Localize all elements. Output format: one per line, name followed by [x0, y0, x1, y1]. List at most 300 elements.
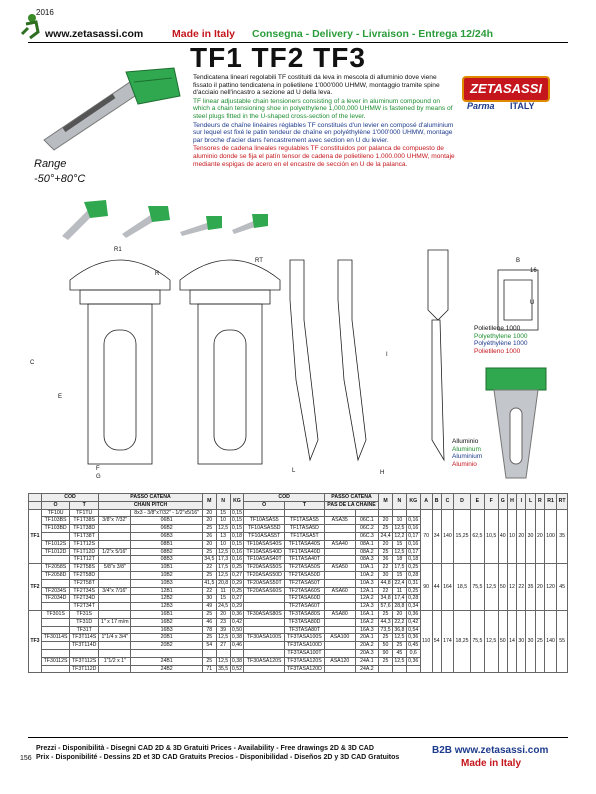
table-cell: ASA100 — [324, 634, 355, 642]
dim-cell: 120 — [544, 564, 556, 611]
dim-cell: 50 — [498, 610, 507, 672]
dim-cell: 110 — [420, 610, 432, 672]
dim-cell: 45 — [557, 564, 568, 611]
table-cell: TF31S — [70, 610, 99, 618]
dim-16: 16 — [530, 268, 537, 274]
table-cell: 34,5 — [204, 556, 215, 563]
dim-e: E — [58, 394, 63, 400]
table-cell: ASA40 — [324, 540, 355, 548]
table-cell: 12,5 — [218, 572, 229, 579]
alu-en: Aluminum — [452, 445, 481, 453]
table-cell: 20A.1 — [355, 634, 379, 642]
table-cell — [99, 532, 131, 540]
alu-es: Aluminio — [452, 460, 477, 468]
table-cell — [41, 649, 69, 657]
table-cell: 12A.3 — [355, 603, 379, 611]
table-cell: TF2058D — [41, 571, 69, 579]
table-cell — [131, 649, 203, 657]
table-cell: TF2034D — [41, 595, 69, 603]
table-row — [29, 509, 568, 517]
table-cell: TF30ASAS80S — [244, 610, 285, 618]
dim-cell: 20 — [535, 509, 544, 564]
col-o: O — [41, 501, 69, 509]
table-cell: TF3TASA80T — [284, 626, 324, 634]
product-table — [28, 493, 568, 673]
table-cell: 16A.2 — [355, 618, 379, 626]
delivery-banner: Consegna - Delivery - Livraison - Entrega 12/24h — [252, 28, 493, 40]
table-cell — [324, 603, 355, 611]
desc-spanish: Tensores de cadena lineales regulables TF constituidos por palanca de compuesto de aluminio donde se fija el patín tensor de cadena de polietileno 1.000.000 UHMW, montaje mediante espigas de acero en el encastre de sección en U de la palanca. — [193, 145, 455, 168]
table-cell: 12,5 — [218, 634, 229, 641]
site-url[interactable]: www.zetasassi.com — [45, 28, 144, 40]
dim-f: F — [96, 466, 100, 472]
table-cell — [41, 642, 69, 650]
table-cell: TF10U — [41, 509, 69, 517]
table-cell: 22 — [379, 587, 393, 595]
table-cell: TF3TASA80S — [284, 610, 324, 618]
table-cell: TF2TASA50S — [284, 564, 324, 572]
table-cell — [202, 649, 216, 657]
table-cell: 90 — [379, 649, 393, 657]
dim-cell: 140 — [441, 509, 453, 564]
dim-u: U — [530, 300, 535, 306]
col-m2: M — [379, 494, 393, 510]
col-kg2: KG — [406, 494, 420, 510]
table-cell — [70, 649, 99, 657]
made-in-italy: Made in Italy — [172, 28, 236, 40]
table-cell — [324, 649, 355, 657]
alu-legend — [452, 438, 482, 468]
dim-cell: 40 — [498, 509, 507, 564]
table-cell: 0,15 — [231, 517, 243, 524]
table-cell — [324, 571, 355, 579]
table-cell: TF1TASAS5 — [284, 517, 324, 525]
table-cell: 15 — [392, 540, 406, 548]
table-cell: TF3TASA120D — [284, 665, 324, 673]
table-cell — [324, 626, 355, 634]
table-cell: 08B1 — [131, 540, 203, 548]
table-cell: 25 — [379, 548, 393, 556]
table-cell: 22,2 — [394, 618, 405, 625]
table-cell: 0,27 — [231, 572, 243, 579]
table-cell: 25 — [202, 525, 216, 533]
poly-it: Polietilene 1000 — [474, 325, 521, 332]
table-cell: 39 — [216, 626, 230, 634]
table-cell: TF3TASA120S — [284, 657, 324, 665]
table-cell: 20B1 — [131, 634, 203, 642]
table-cell — [324, 532, 355, 540]
product-photo-main — [34, 64, 184, 159]
table-cell: 25 — [379, 610, 393, 618]
dim-cell: 62,5 — [470, 509, 484, 564]
table-cell: 20 — [379, 517, 393, 525]
col-b: B — [432, 494, 441, 510]
table-cell: TF10ASAS40D — [244, 548, 285, 556]
col-t2: T — [284, 501, 324, 509]
table-cell: 35,5 — [218, 665, 229, 672]
table-cell: TF20ASAS60S — [244, 587, 285, 595]
table-cell: 1/2"x 5/16" — [99, 548, 131, 556]
table-cell: 1"1/4 x 3/4" — [99, 634, 131, 642]
footer-made-in-italy: Made in Italy — [461, 758, 522, 769]
product-description — [193, 74, 455, 169]
table-cell: 0,27 — [231, 595, 243, 602]
table-cell: 10B2 — [131, 571, 203, 579]
table-cell — [216, 649, 230, 657]
table-cell: TF103BS — [41, 517, 69, 525]
table-cell: TF1TASA5D — [284, 525, 324, 533]
table-cell: 13 — [216, 532, 230, 540]
table-cell: 24A.1 — [355, 657, 379, 665]
alu-fr: Aluminium — [452, 453, 483, 460]
table-cell: 44,8 — [380, 579, 391, 586]
table-cell — [324, 665, 355, 673]
table-cell: 10 — [216, 517, 230, 525]
table-cell: 46 — [202, 618, 216, 626]
table-cell: TF20ASAS50D — [244, 571, 285, 579]
table-cell: 25 — [202, 548, 216, 556]
table-cell: TF20ASAS50S — [244, 564, 285, 572]
table-cell — [324, 509, 355, 517]
col-a: A — [420, 494, 432, 510]
table-cell: 20 — [392, 610, 406, 618]
dim-cell: 54 — [432, 610, 441, 672]
table-cell: TF3TASA100T — [284, 649, 324, 657]
dim-cell: 18,5 — [454, 564, 471, 611]
table-cell: TF2TASA60T — [284, 603, 324, 611]
table-cell: 12A.2 — [355, 595, 379, 603]
table-cell: ASA35 — [324, 517, 355, 525]
table-cell: 50 — [379, 642, 393, 650]
table-cell: 0,36 — [408, 611, 419, 618]
table-cell: TF2TASA60D — [284, 595, 324, 603]
table-cell: TF10ASAS5T — [244, 532, 285, 540]
page-title: TF1 TF2 TF3 — [190, 42, 366, 73]
table-cell: 30 — [379, 571, 393, 579]
table-cell — [324, 595, 355, 603]
table-cell: 0,28 — [408, 595, 419, 602]
table-cell: 0,18 — [231, 533, 243, 540]
table-cell: TF3T114S — [70, 634, 99, 642]
table-cell: 10A.1 — [355, 564, 379, 572]
table-cell — [99, 556, 131, 564]
table-cell: 20 — [202, 540, 216, 548]
dim-i: I — [386, 352, 388, 358]
table-cell: 11 — [392, 587, 406, 595]
table-cell: 10B3 — [131, 579, 203, 587]
table-cell: 0,52 — [231, 665, 243, 672]
desc-italian: Tendicatena lineari regolabili TF costituiti da leva in mescola di alluminio dove viene fissato il pattino tendicatena in polietilene 1'000'000 UHMW, montaggio tramite spine d'acciaio nell'incastro a sezione ad U della leva. — [193, 74, 440, 97]
table-cell: 0,46 — [231, 642, 243, 649]
dim-cell: 174 — [441, 610, 453, 672]
table-cell: 78 — [202, 626, 216, 634]
table-cell — [41, 618, 69, 626]
table-cell: 25 — [379, 525, 393, 533]
table-cell: 20 — [202, 509, 216, 517]
col-e: E — [470, 494, 484, 510]
table-cell: 54 — [202, 642, 216, 650]
table-cell: TF2TASA60S — [284, 587, 324, 595]
col-rt: RT — [557, 494, 568, 510]
table-cell — [99, 509, 131, 517]
table-cell: 10A.2 — [355, 571, 379, 579]
dim-cell: 75,5 — [470, 610, 484, 672]
table-cell: 20,8 — [218, 579, 229, 586]
dim-cell: 50 — [498, 564, 507, 611]
table-cell: 5/8"x 3/8" — [99, 564, 131, 572]
table-cell: 10 — [392, 517, 406, 525]
table-cell: 20A.3 — [355, 649, 379, 657]
col-h: H — [507, 494, 516, 510]
table-cell: TF2T58T — [70, 579, 99, 587]
dim-cell: 34 — [432, 509, 441, 564]
group-label: TF3 — [29, 610, 42, 672]
table-cell: 15 — [392, 571, 406, 579]
table-cell: 17,5 — [394, 564, 405, 571]
dim-cell: 12,5 — [484, 564, 498, 611]
col-pitch-asa: PASSO CATENA — [324, 494, 378, 502]
table-cell — [41, 556, 69, 564]
year-label: 2016 — [36, 8, 54, 17]
table-cell: 27 — [216, 642, 230, 650]
table-cell: 0,50 — [231, 626, 243, 633]
dim-cell: 12 — [507, 564, 516, 611]
product-photo-side — [480, 362, 552, 487]
table-cell: 16B1 — [131, 610, 203, 618]
table-cell: 17,5 — [218, 564, 229, 571]
table-cell: TF1012S — [41, 540, 69, 548]
table-cell: TF2T58D — [70, 571, 99, 579]
dim-cell: 22 — [517, 564, 526, 611]
col-kg: KG — [230, 494, 244, 510]
dim-cell: 70 — [420, 509, 432, 564]
table-cell — [379, 509, 393, 517]
table-cell: 20 — [202, 517, 216, 525]
table-cell: 0,15 — [231, 525, 243, 532]
table-cell — [324, 642, 355, 650]
table-cell: 17,3 — [218, 556, 229, 563]
brand-city: Parma — [467, 101, 495, 111]
table-cell: TF2T34D — [70, 595, 99, 603]
table-cell — [41, 579, 69, 587]
table-cell — [324, 579, 355, 587]
table-cell: 71 — [202, 665, 216, 673]
desc-english: TF linear adjustable chain tensioners consisting of a lever in aluminum compound on which a chain tensioning shoe in polyethylene 1,000,000 UHMW is fastened by means of steel plugs fitted in the U-shaped cross-section of the lever. — [193, 97, 453, 120]
table-cell: TF1TU — [70, 509, 99, 517]
table-cell: 15 — [216, 595, 230, 603]
table-cell: 28,8 — [394, 603, 405, 610]
table-cell: 0,28 — [408, 572, 419, 579]
table-cell: 0,29 — [231, 579, 243, 586]
table-cell: TF30ASA100S — [244, 634, 285, 642]
footer-b2b-url[interactable]: B2B www.zetasassi.com — [432, 745, 549, 756]
table-cell: 1"1/2 x 1" — [99, 657, 131, 665]
table-cell: 41,5 — [204, 579, 215, 586]
table-cell — [99, 540, 131, 548]
dim-g: G — [96, 474, 101, 480]
table-cell: 25 — [202, 657, 216, 665]
table-cell: 0,25 — [408, 587, 419, 594]
poly-es: Polietileno 1000 — [474, 347, 521, 355]
table-cell: 22 — [202, 587, 216, 595]
table-cell: TF30114S — [41, 634, 69, 642]
table-cell: 12,5 — [218, 657, 229, 664]
col-pitch-en: CHAIN PITCH — [99, 501, 203, 509]
table-cell: TF2034S — [41, 587, 69, 595]
table-cell: TF10ASAS5D — [244, 525, 285, 533]
table-cell: TF31T — [70, 626, 99, 634]
table-cell: 24A.2 — [355, 665, 379, 673]
table-cell: 0,42 — [231, 618, 243, 625]
table-cell: TF30112S — [41, 657, 69, 665]
table-cell: 20A.2 — [355, 642, 379, 650]
dim-cell: 12,5 — [484, 610, 498, 672]
table-cell: 10B1 — [131, 564, 203, 572]
table-cell: TF3TASA80D — [284, 618, 324, 626]
footer-line-2: Prix - Disponibilité - Dessins 2D et 3D CAD Gratuits Precios - Disponibilidad - Diseños 2D y 3D CAD Gratuitos — [36, 754, 400, 761]
table-cell: 16B2 — [131, 618, 203, 626]
table-cell: 16B3 — [131, 626, 203, 634]
col-pitch-es: PAS DE LA CHAÎNE — [324, 501, 378, 509]
col-o2: O — [244, 501, 285, 509]
table-cell: TF2T34S — [70, 587, 99, 595]
table-cell — [244, 618, 285, 626]
dim-cell: 14 — [507, 610, 516, 672]
table-cell — [324, 556, 355, 564]
table-cell: 0,15 — [231, 509, 243, 516]
table-cell: 0,31 — [408, 579, 419, 586]
table-cell: 08A.2 — [355, 548, 379, 556]
table-cell — [244, 626, 285, 634]
table-cell: 06B3 — [131, 532, 203, 540]
table-cell — [99, 571, 131, 579]
table-row — [29, 564, 568, 572]
page-number: 156 — [20, 755, 32, 762]
table-cell: 0,15 — [231, 540, 243, 547]
table-cell — [99, 610, 131, 618]
table-cell: 16A.3 — [355, 626, 379, 634]
table-cell: TF10ASAS40S — [244, 540, 285, 548]
table-cell — [99, 626, 131, 634]
col-n2: N — [392, 494, 406, 510]
table-cell: 25 — [379, 634, 393, 642]
brand-logo: ZETASASSI — [462, 76, 550, 102]
table-cell: 25 — [202, 610, 216, 618]
table-cell: 12,2 — [394, 533, 405, 540]
dim-cell: 140 — [544, 610, 556, 672]
table-cell: TF1TASA40S — [284, 540, 324, 548]
table-cell: 0,25 — [231, 564, 243, 571]
group-label: TF1 — [29, 509, 42, 564]
table-cell: 8x3 - 3/8"x7/32" - 1/2"x5/16" — [131, 509, 203, 517]
table-cell: 25 — [392, 642, 406, 650]
table-cell — [41, 626, 69, 634]
col-l: L — [526, 494, 535, 510]
table-cell: 1" x 17 m/m — [99, 618, 131, 626]
dim-cell: 20 — [535, 564, 544, 611]
table-cell: 12B1 — [131, 587, 203, 595]
table-cell — [244, 649, 285, 657]
dim-cell: 18,25 — [454, 610, 471, 672]
table-cell — [41, 532, 69, 540]
table-cell: 24,4 — [380, 533, 391, 540]
dim-b: B — [516, 258, 521, 264]
col-pitch: PASSO CATENA — [99, 494, 203, 502]
table-cell: TF1T38S — [70, 517, 99, 525]
table-cell — [324, 548, 355, 556]
table-cell: 06C.1 — [355, 517, 379, 525]
table-cell: 0,25 — [231, 587, 243, 594]
table-cell — [99, 603, 131, 611]
table-cell: TF1T12D — [70, 548, 99, 556]
dim-cell: 90 — [420, 564, 432, 611]
table-cell: 0,42 — [408, 618, 419, 625]
table-cell: 0,17 — [408, 533, 419, 540]
dim-cell: 20 — [517, 509, 526, 564]
table-cell: TF1012D — [41, 548, 69, 556]
table-row — [29, 610, 568, 618]
table-cell: 3/8"x 7/32" — [99, 517, 131, 525]
table-cell — [244, 603, 285, 611]
col-g: G — [498, 494, 507, 510]
col-cod-asa: COD — [244, 494, 325, 502]
table-cell — [41, 603, 69, 611]
table-cell: 0,16 — [231, 556, 243, 563]
product-photo-tf1 — [60, 196, 270, 245]
table-cell: 06B1 — [131, 517, 203, 525]
table-cell: TF3T112D — [70, 665, 99, 673]
table-cell: 0,16 — [408, 517, 419, 524]
table-cell: 12,5 — [218, 525, 229, 532]
table-cell — [355, 509, 379, 517]
table-cell: 0,16 — [231, 548, 243, 555]
table-cell: 73,5 — [380, 626, 391, 633]
group-label: TF2 — [29, 564, 42, 611]
table-cell: TF10ASAS40T — [244, 556, 285, 564]
table-cell: 26 — [202, 532, 216, 540]
table-cell: 0,29 — [231, 603, 243, 610]
table-cell: TF3T114D — [70, 642, 99, 650]
table-cell: TF2T58S — [70, 564, 99, 572]
col-i: I — [517, 494, 526, 510]
table-cell — [99, 649, 131, 657]
table-cell: 0,54 — [408, 626, 419, 633]
table-cell: 12,5 — [394, 525, 405, 532]
table-cell: 06B2 — [131, 525, 203, 533]
table-cell: 20B2 — [131, 642, 203, 650]
dim-cell: 10 — [507, 509, 516, 564]
table-cell — [99, 525, 131, 533]
table-cell: 0,45 — [408, 642, 419, 649]
table-cell: 0,36 — [408, 657, 419, 664]
table-cell: 12,5 — [394, 548, 405, 555]
footer-rule — [28, 737, 568, 738]
table-cell — [324, 525, 355, 533]
table-cell — [230, 649, 244, 657]
runner-logo-icon — [18, 12, 44, 45]
table-cell: 10A.3 — [355, 579, 379, 587]
table-cell: TF1T38D — [70, 525, 99, 533]
table-cell: TF3T112S — [70, 657, 99, 665]
table-cell: 36,8 — [394, 626, 405, 633]
table-cell: 08B3 — [131, 556, 203, 564]
col-r1: R1 — [544, 494, 556, 510]
table-cell: 0,38 — [231, 634, 243, 641]
dim-cell: 10,5 — [484, 509, 498, 564]
table-cell: 24B1 — [131, 657, 203, 665]
col-n: N — [216, 494, 230, 510]
col-m: M — [202, 494, 216, 510]
